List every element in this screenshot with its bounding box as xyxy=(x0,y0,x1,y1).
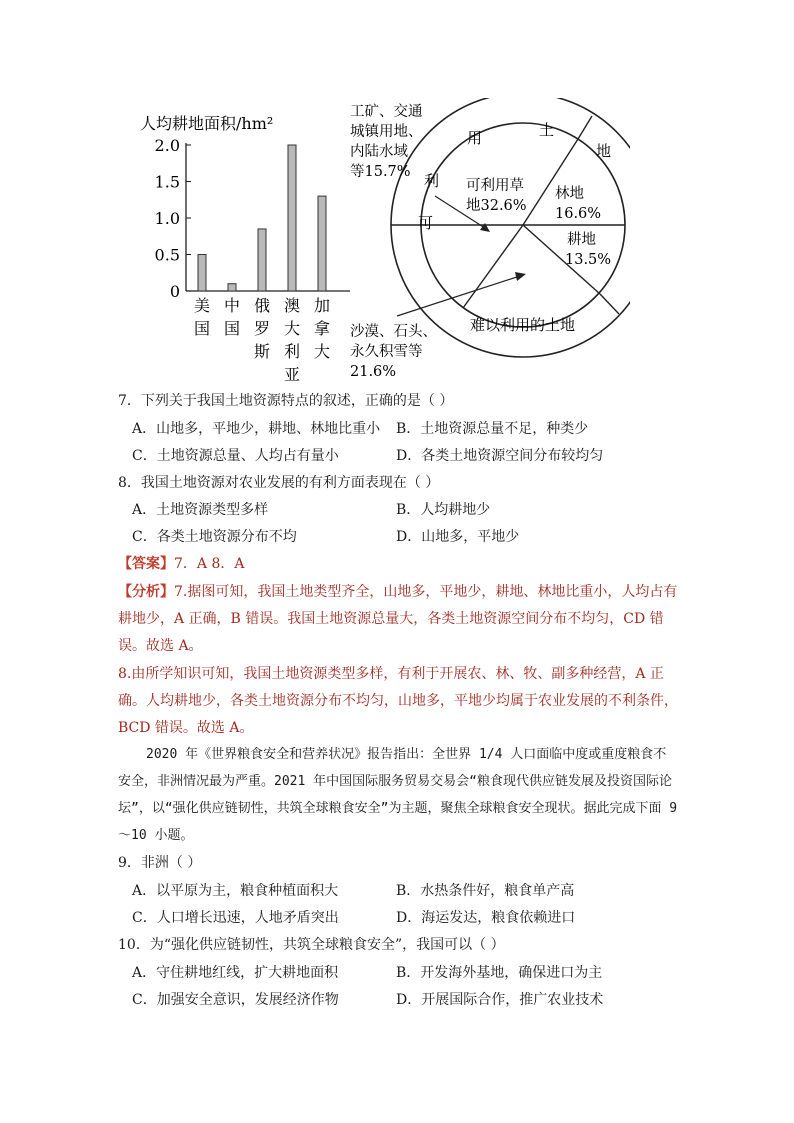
q8-option-d[interactable]: D．山地多，平地少 xyxy=(396,529,520,545)
slice-label-farm-2: 13.5% xyxy=(565,252,612,268)
bar-y-tick-label: 1.5 xyxy=(154,172,180,192)
bar-category-char: 加 xyxy=(313,296,331,315)
bar-category-char: 大 xyxy=(313,342,331,361)
q10-option-b[interactable]: B．开发海外基地，确保进口为主 xyxy=(396,965,603,981)
pie-divider-desert-other xyxy=(463,225,523,308)
bar-chart-categories xyxy=(194,296,330,384)
q7-option-c[interactable]: C．土地资源总量、人均占有量小 xyxy=(132,448,339,464)
bar-category-char: 中 xyxy=(223,296,241,315)
material-passage: 2020 年《世界粮食安全和营养状况》报告指出：全世界 1/4 人口面临中度或重度粮食不安全，非洲情况最为严重。2021 年中国国际服务贸易交易会“粮食现代供应链发展及投资国际论坛”，以“强化供应链韧性，共筑全球粮食安全”为主题，聚焦全球粮食安全现状。据此完成下面 9～10 小题。 xyxy=(118,747,678,843)
bar-5 xyxy=(318,196,326,291)
bar-category-char: 亚 xyxy=(283,365,301,384)
bar-2 xyxy=(228,284,236,291)
pie-outer-divider-bottom xyxy=(600,294,619,314)
bar-chart-bars xyxy=(198,145,326,291)
bar-category-char: 澳 xyxy=(283,296,301,315)
bar-y-tick-label: 2.0 xyxy=(154,136,180,155)
q7-option-a[interactable]: A．山地多，平地少，耕地、林地比重小 xyxy=(132,421,381,437)
slice-label-farm-1: 耕地 xyxy=(567,232,596,248)
slice-label-grass-1: 可利用草 xyxy=(466,178,524,194)
callout-arrow-bottom xyxy=(397,275,523,316)
q7-option-d[interactable]: D．各类土地资源空间分布较均匀 xyxy=(396,448,604,464)
q8-option-c[interactable]: C．各类土地资源分布不均 xyxy=(132,529,297,545)
callout-bottom-line-1: 沙漠、石头、 xyxy=(350,324,437,340)
q9-option-d[interactable]: D．海运发达，粮食依赖进口 xyxy=(396,910,576,926)
analysis-paragraph-2: 8.由所学知识可知，我国土地资源类型多样，有利于开展农、林、牧、副多种经营，A 正确。人均耕地少，各类土地资源分布不均匀，山地多，平地少均属于农业发展的不利条件，BCD 错误。故选 A。 xyxy=(118,666,678,736)
bar-4 xyxy=(288,145,296,291)
analysis-text-1: 7.据图可知，我国土地类型齐全，山地多，平地少，耕地、林地比重小，人均占有耕地少，A 正确，B 错误。我国土地资源总量大，各类土地资源空间分布不均匀，CD 错误。故选 A。 xyxy=(118,584,678,654)
bar-category-char: 罗 xyxy=(253,319,271,338)
analysis-tag: 【分析】 xyxy=(118,584,174,600)
bar-y-tick-label: 0.5 xyxy=(154,245,180,265)
slice-label-grass-2: 地32.6% xyxy=(466,198,527,214)
callout-bottom-line-2: 永久积雪等 xyxy=(350,344,423,360)
q9-option-c[interactable]: C．人口增长迅速，人地矛盾突出 xyxy=(132,910,339,926)
bar-category-char: 大 xyxy=(283,319,301,338)
callout-bottom-line-3: 21.6% xyxy=(350,364,397,380)
pie-chart xyxy=(340,98,630,383)
callout-top-line-2: 城镇用地、 xyxy=(350,124,423,140)
q9-option-a[interactable]: A．以平原为主，粮食种植面积大 xyxy=(132,883,339,899)
bar-y-tick-label: 1.0 xyxy=(154,209,180,228)
q9-option-b[interactable]: B．水热条件好，粮食单产高 xyxy=(396,883,575,899)
ring-char-1: 可 xyxy=(418,214,434,232)
q10-stem: 10．为“强化供应链韧性，共筑全球粮食安全”，我国可以（ ） xyxy=(118,937,505,953)
ring-label-unusable: 难以利用的土地 xyxy=(470,316,576,334)
bar-category-char: 利 xyxy=(283,342,301,361)
ring-char-3: 用 xyxy=(467,129,483,147)
q10-option-d[interactable]: D．开展国际合作，推广农业技术 xyxy=(396,992,604,1008)
bar-chart xyxy=(138,105,358,385)
q7-option-b[interactable]: B．土地资源总量不足，种类少 xyxy=(396,421,589,437)
answer-text: 7．A 8．A xyxy=(174,556,245,572)
pie-outer-divider-top xyxy=(578,116,592,139)
q7-stem: 7．下列关于我国土地资源特点的叙述，正确的是（ ） xyxy=(118,393,454,409)
ring-char-5: 地 xyxy=(596,142,612,160)
q8-option-a[interactable]: A．土地资源类型多样 xyxy=(132,502,269,518)
callout-arrowhead-bottom xyxy=(515,272,526,281)
bar-category-char: 国 xyxy=(223,319,241,338)
bar-category-char: 斯 xyxy=(253,342,271,361)
bar-1 xyxy=(198,255,206,292)
q8-stem: 8．我国土地资源对农业发展的有利方面表现在（ ） xyxy=(118,475,440,491)
callout-top-line-4: 等15.7% xyxy=(350,164,411,180)
analysis-paragraph-1 xyxy=(118,579,678,660)
q8-option-b[interactable]: B．人均耕地少 xyxy=(396,502,491,518)
q10-option-a[interactable]: A．守住耕地红线，扩大耕地面积 xyxy=(132,965,339,981)
answer-line xyxy=(118,554,245,574)
bar-category-char: 拿 xyxy=(313,319,331,338)
slice-label-forest-2: 16.6% xyxy=(555,206,602,222)
q9-stem: 9．非洲（ ） xyxy=(118,855,202,871)
answer-tag: 【答案】 xyxy=(118,556,174,572)
bar-3 xyxy=(258,229,266,291)
bar-chart-title: 人均耕地面积/hm² xyxy=(140,114,274,133)
ring-char-4: 土 xyxy=(539,121,555,139)
slice-label-forest-1: 林地 xyxy=(555,186,584,202)
ring-char-2: 利 xyxy=(424,172,440,190)
bar-category-char: 美 xyxy=(193,296,211,315)
callout-top-line-1: 工矿、交通 xyxy=(350,104,423,120)
bar-y-tick-label: 0 xyxy=(169,282,180,301)
bar-category-char: 国 xyxy=(193,319,211,338)
q10-option-c[interactable]: C．加强安全意识，发展经济作物 xyxy=(132,992,339,1008)
bar-category-char: 俄 xyxy=(253,296,271,315)
callout-top-line-3: 内陆水域 xyxy=(350,144,408,160)
